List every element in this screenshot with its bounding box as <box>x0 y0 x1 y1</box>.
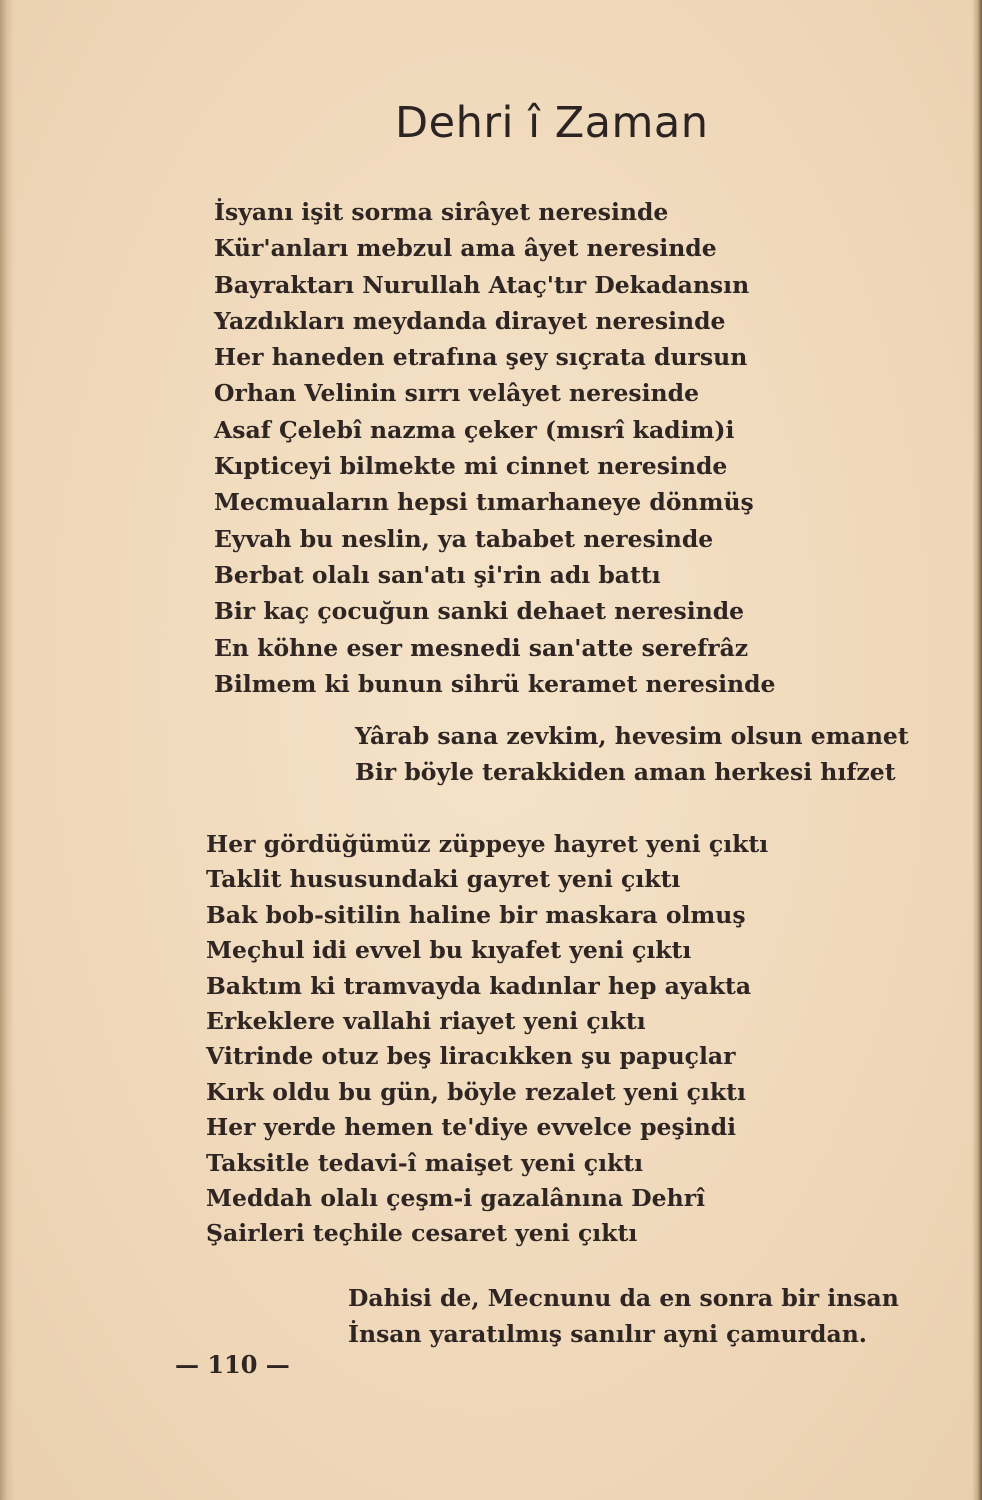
page-edge-right <box>972 0 982 1500</box>
couplet-2 <box>348 1280 899 1353</box>
verse-line: Kür'anları mebzul ama âyet neresinde <box>214 234 717 263</box>
stanza-2 <box>206 827 768 1252</box>
verse-line: Her haneden etrafına şey sıçrata dursun <box>214 343 748 372</box>
verse-line: Asaf Çelebî nazma çeker (mısrî kadim)i <box>214 415 735 444</box>
verse-line: Şairleri teçhile cesaret yeni çıktı <box>206 1219 638 1248</box>
verse-line: Bak bob-sitilin haline bir maskara olmuş <box>206 900 746 929</box>
page-edge-left <box>0 0 14 1500</box>
verse-line: Her gördüğümüz züppeye hayret yeni çıktı <box>206 830 769 858</box>
verse-line: Bir böyle terakkiden aman herkesi hıfzet <box>355 758 896 787</box>
verse-line: Erkeklere vallahi riayet yeni çıktı <box>206 1006 646 1035</box>
page-number: — 110 — <box>175 1350 290 1379</box>
stanza-1 <box>214 194 776 702</box>
verse-line: Meçhul idi evvel bu kıyafet yeni çıktı <box>206 936 692 965</box>
verse-line: Taklit hususundaki gayret yeni çıktı <box>206 865 681 894</box>
verse-line: İsyanı işit sorma sirâyet neresinde <box>214 198 669 226</box>
verse-line: Berbat olalı san'atı şi'rin adı battı <box>214 560 661 589</box>
poem-title: Dehri î Zaman <box>395 98 709 148</box>
verse-line: En köhne eser mesnedi san'atte serefrâz <box>214 633 749 662</box>
couplet-1 <box>355 718 909 791</box>
verse-line: Kırk oldu bu gün, böyle rezalet yeni çıktı <box>206 1077 746 1106</box>
verse-line: Bilmem ki bunun sihrü keramet neresinde <box>214 669 776 698</box>
verse-line: Mecmuaların hepsi tımarhaneye dönmüş <box>214 488 754 517</box>
verse-line: Orhan Velinin sırrı velâyet neresinde <box>214 379 700 408</box>
verse-line: Baktım ki tramvayda kadınlar hep ayakta <box>206 971 752 1000</box>
verse-line: Yazdıkları meydanda dirayet neresinde <box>214 306 726 335</box>
verse-line: Her yerde hemen te'diye evvelce peşindi <box>206 1113 737 1142</box>
verse-line: Bayraktarı Nurullah Ataç'tır Dekadansın <box>214 270 750 299</box>
verse-line: Eyvah bu neslin, ya tababet neresinde <box>214 524 714 553</box>
verse-line: İnsan yaratılmış sanılır ayni çamurdan. <box>348 1320 867 1349</box>
verse-line: Bir kaç çocuğun sanki dehaet neresinde <box>214 597 745 626</box>
verse-line: Kıpticeyi bilmekte mi cinnet neresinde <box>214 452 728 481</box>
verse-line: Vitrinde otuz beş liracıkken şu papuçlar <box>206 1042 736 1071</box>
verse-line: Yârab sana zevkim, hevesim olsun emanet <box>355 722 909 750</box>
verse-line: Meddah olalı çeşm-i gazalânına Dehrî <box>206 1183 706 1212</box>
verse-line: Taksitle tedavi-î maişet yeni çıktı <box>206 1148 644 1177</box>
verse-line: Dahisi de, Mecnunu da en sonra bir insan <box>348 1284 899 1312</box>
